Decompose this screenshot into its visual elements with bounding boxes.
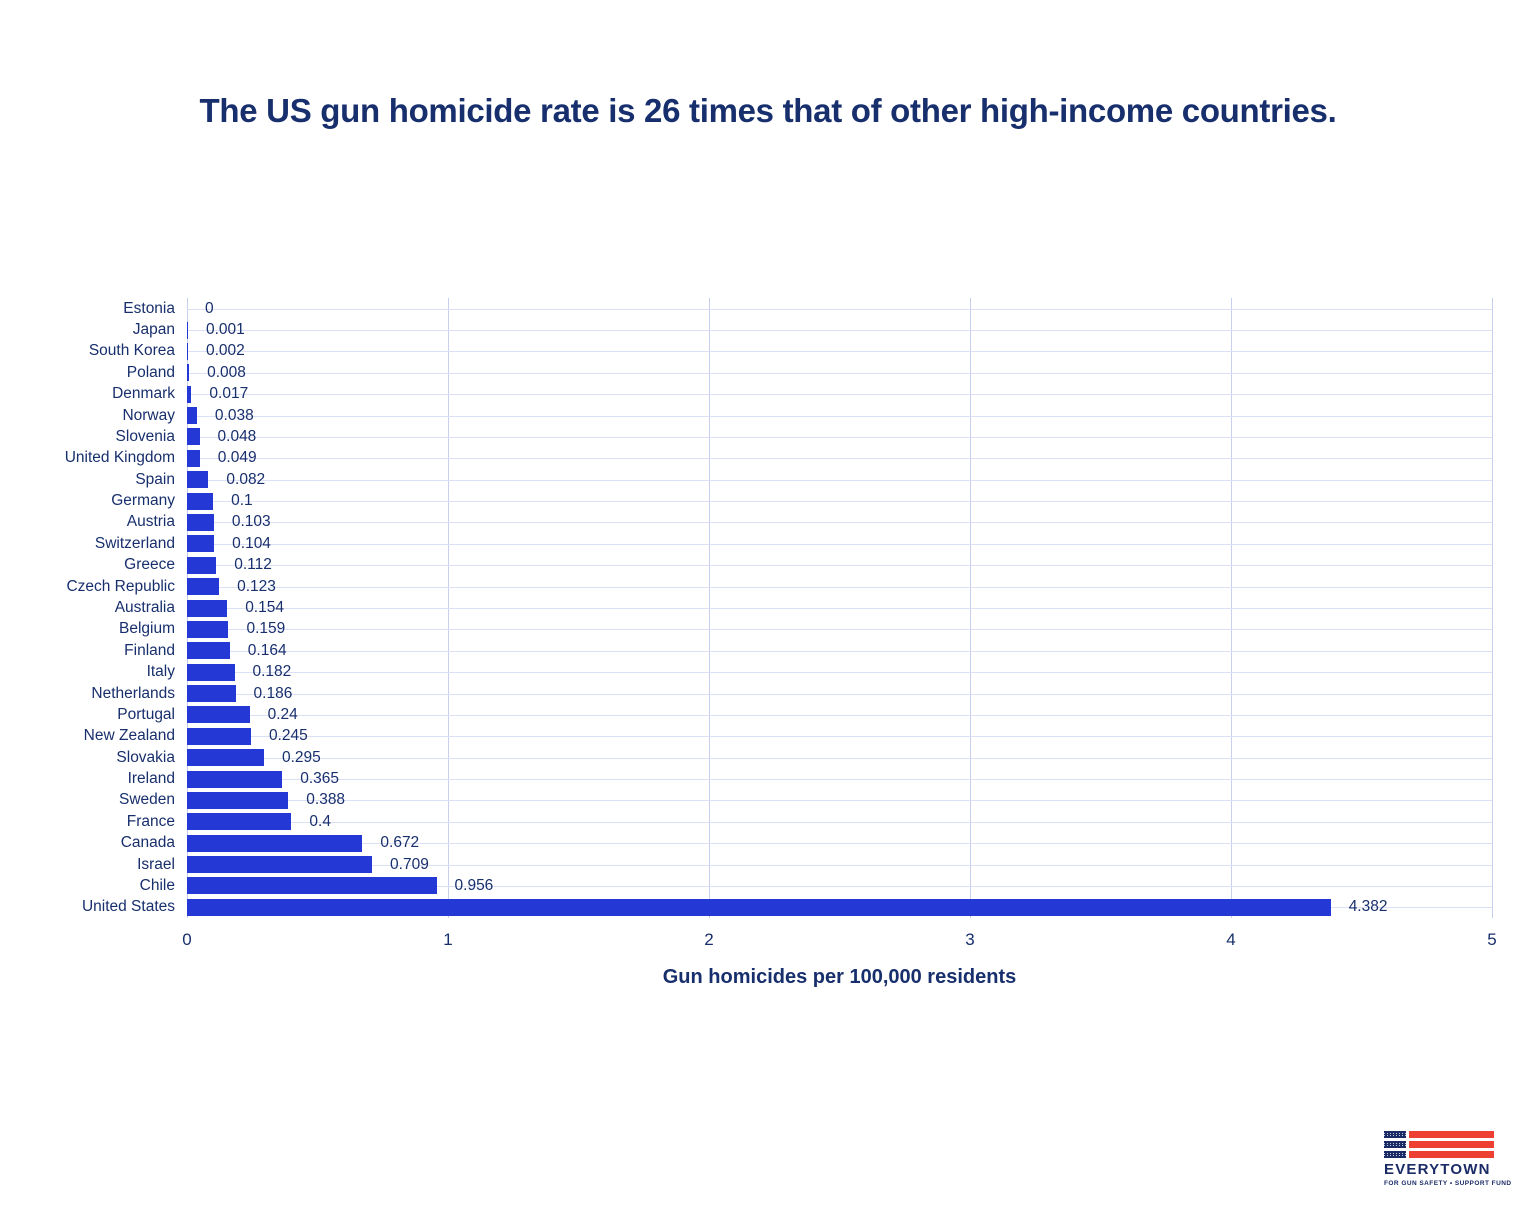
country-label: Israel	[137, 855, 175, 873]
value-label: 0.1	[231, 492, 253, 510]
bar	[187, 771, 282, 788]
country-label: South Korea	[88, 342, 175, 360]
country-label: New Zealand	[83, 727, 175, 745]
flag-stripe-row	[1384, 1151, 1494, 1158]
bar	[187, 728, 251, 745]
row-gridline	[187, 758, 1492, 759]
row-gridline	[187, 736, 1492, 737]
flag-navy-stripe	[1384, 1151, 1406, 1158]
country-label: Denmark	[112, 385, 175, 403]
value-label: 0.164	[247, 641, 287, 659]
country-label: Switzerland	[94, 534, 175, 552]
row-gridline	[187, 629, 1492, 630]
value-label: 0.123	[237, 577, 276, 595]
row-gridline	[187, 351, 1492, 352]
x-axis-title: Gun homicides per 100,000 residents	[662, 966, 1017, 988]
x-tick-label: 0	[182, 930, 192, 949]
bar	[187, 493, 213, 510]
row-gridline	[187, 822, 1492, 823]
value-label: 0.049	[217, 449, 257, 467]
country-label: Poland	[126, 363, 175, 381]
country-label: Slovakia	[116, 748, 175, 766]
country-label: Germany	[111, 492, 175, 510]
value-label: 0.159	[246, 620, 286, 638]
logo-flag-icon	[1384, 1131, 1494, 1158]
flag-red-stripe	[1409, 1141, 1494, 1148]
bar	[187, 386, 191, 403]
row-gridline	[187, 309, 1492, 310]
row-gridline	[187, 416, 1492, 417]
country-label: United States	[81, 898, 175, 916]
country-label: Norway	[122, 406, 175, 424]
value-label: 0.002	[206, 342, 245, 360]
plot-area	[187, 298, 1492, 918]
country-label: Japan	[132, 321, 175, 339]
bar	[187, 813, 291, 830]
everytown-logo	[1384, 1131, 1512, 1187]
value-label: 0.082	[226, 470, 266, 488]
x-axis-ticks	[182, 930, 1497, 952]
flag-red-stripe	[1409, 1131, 1494, 1138]
value-label: 0.112	[234, 556, 272, 574]
row-gridline	[187, 437, 1492, 438]
value-label: 0.4	[309, 812, 331, 830]
value-label: 0.672	[380, 834, 420, 852]
row-gridline	[187, 608, 1492, 609]
bar	[187, 450, 200, 467]
value-label: 0.017	[209, 385, 249, 403]
bar	[187, 364, 189, 381]
logo-tagline: FOR GUN SAFETY • SUPPORT FUND	[1384, 1180, 1512, 1187]
value-label: 4.382	[1348, 898, 1388, 916]
x-tick-label: 2	[704, 930, 714, 949]
bar	[187, 514, 214, 531]
value-label: 0.103	[231, 513, 271, 531]
flag-navy-stripe	[1384, 1141, 1406, 1148]
bar	[187, 557, 216, 574]
flag-stripe-row	[1384, 1141, 1494, 1148]
row-gridline	[187, 672, 1492, 673]
logo-wordmark: EVERYTOWN	[1384, 1161, 1491, 1178]
country-label: Netherlands	[91, 684, 175, 702]
row-gridline	[187, 373, 1492, 374]
value-label: 0.038	[214, 406, 254, 424]
flag-red-stripe	[1409, 1151, 1494, 1158]
country-label: Sweden	[118, 791, 175, 809]
country-label: Slovenia	[115, 427, 175, 445]
row-gridline	[187, 394, 1492, 395]
flag-stripe-row	[1384, 1131, 1494, 1138]
row-gridline	[187, 587, 1492, 588]
row-gridline	[187, 458, 1492, 459]
row-gridline	[187, 565, 1492, 566]
value-label: 0.956	[454, 876, 494, 894]
bar	[187, 749, 264, 766]
bar	[187, 792, 288, 809]
country-label: France	[126, 812, 175, 830]
row-gridline	[187, 651, 1492, 652]
country-label: Chile	[139, 876, 175, 894]
country-label: Italy	[146, 663, 175, 681]
value-label: 0	[205, 299, 214, 317]
bar	[187, 471, 208, 488]
x-tick-label: 3	[965, 930, 975, 949]
bar	[187, 600, 227, 617]
bar	[187, 621, 228, 638]
value-label: 0.001	[206, 321, 245, 339]
value-label: 0.24	[267, 705, 298, 723]
row-gridline	[187, 522, 1492, 523]
value-label: 0.709	[390, 855, 429, 873]
bar	[187, 664, 235, 681]
x-tick-label: 5	[1487, 930, 1497, 949]
value-label: 0.245	[268, 727, 308, 745]
bar	[187, 343, 188, 360]
country-label: Finland	[124, 641, 175, 659]
country-label: Czech Republic	[66, 577, 175, 595]
bar	[187, 706, 250, 723]
country-label: United Kingdom	[64, 449, 175, 467]
value-label: 0.182	[252, 663, 292, 681]
row-gridline	[187, 800, 1492, 801]
row-gridline	[187, 865, 1492, 866]
row-gridline	[187, 480, 1492, 481]
x-tick-label: 1	[443, 930, 453, 949]
bar	[187, 899, 1331, 916]
x-gridline	[1492, 298, 1493, 918]
row-gridline	[187, 330, 1492, 331]
value-label: 0.048	[217, 427, 257, 445]
row-gridline	[187, 715, 1492, 716]
chart-title: The US gun homicide rate is 26 times that of other high-income countries.	[199, 92, 1337, 129]
x-tick-label: 4	[1226, 930, 1236, 949]
row-gridline	[187, 694, 1492, 695]
bar	[187, 578, 219, 595]
value-label: 0.154	[245, 599, 284, 616]
bar	[187, 322, 188, 339]
row-gridline	[187, 501, 1492, 502]
row-gridline	[187, 779, 1492, 780]
bar	[187, 685, 236, 702]
country-label: Australia	[114, 599, 175, 616]
country-label: Estonia	[123, 299, 175, 317]
bar	[187, 407, 197, 424]
value-label: 0.388	[306, 791, 346, 809]
flag-navy-stripe	[1384, 1131, 1406, 1138]
value-label: 0.186	[253, 684, 293, 702]
country-label: Ireland	[127, 770, 175, 788]
row-gridline	[187, 544, 1492, 545]
value-label: 0.365	[300, 770, 340, 788]
country-label: Canada	[120, 834, 175, 852]
bar	[187, 428, 200, 445]
bar	[187, 877, 437, 894]
value-label: 0.104	[232, 534, 271, 552]
bar	[187, 535, 214, 552]
value-label: 0.295	[281, 748, 321, 766]
country-label: Spain	[135, 470, 175, 488]
bar	[187, 835, 362, 852]
country-label: Austria	[126, 513, 175, 531]
country-label: Greece	[124, 556, 175, 574]
value-label: 0.008	[207, 363, 246, 381]
bar	[187, 856, 372, 873]
country-label: Portugal	[117, 705, 175, 723]
y-axis-labels	[0, 298, 175, 918]
country-label: Belgium	[119, 620, 175, 638]
bar	[187, 642, 230, 659]
